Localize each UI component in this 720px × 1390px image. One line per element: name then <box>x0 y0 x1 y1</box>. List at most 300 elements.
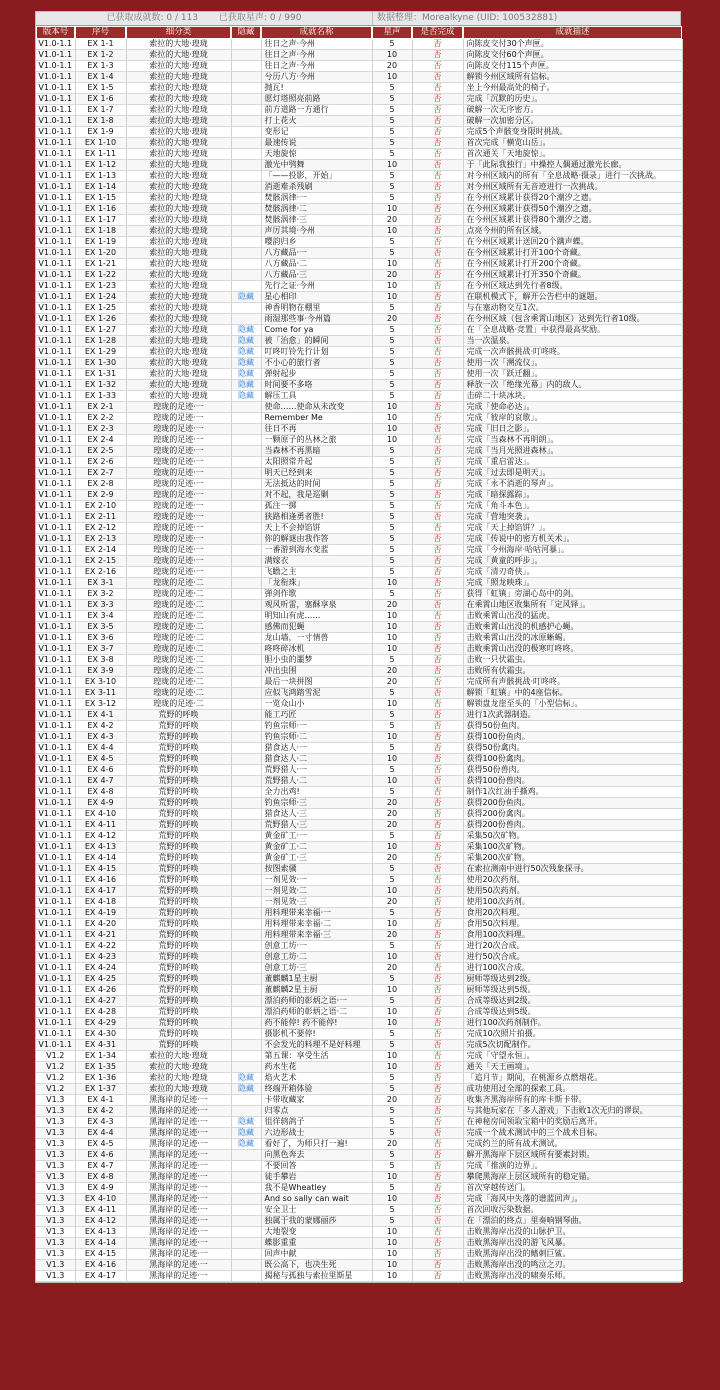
table-row[interactable] <box>36 1040 682 1051</box>
cell-name: 卡带收藏家 <box>261 1095 372 1106</box>
cell-completed[interactable]: 否 <box>412 1238 463 1249</box>
table-row[interactable] <box>36 39 682 50</box>
cell-completed[interactable]: 否 <box>412 600 463 611</box>
cell-stars: 5 <box>372 765 412 776</box>
cell-completed[interactable]: 否 <box>412 567 463 578</box>
table-row[interactable] <box>36 842 682 853</box>
cell-completed[interactable]: 否 <box>412 1172 463 1183</box>
table-row[interactable] <box>36 424 682 435</box>
table-row[interactable] <box>36 83 682 94</box>
column-header-name[interactable]: 成就名称 <box>261 26 372 39</box>
cell-completed[interactable]: 否 <box>412 358 463 369</box>
table-row[interactable] <box>36 50 682 61</box>
table-row[interactable] <box>36 259 682 270</box>
cell-version: V1.3 <box>36 1150 75 1161</box>
cell-category: 瑝珑的足迹·一 <box>126 523 231 534</box>
table-row[interactable] <box>36 1172 682 1183</box>
cell-version: V1.0-1.1 <box>36 853 75 864</box>
table-row[interactable] <box>36 556 682 567</box>
table-row[interactable] <box>36 105 682 116</box>
cell-completed[interactable]: 否 <box>412 919 463 930</box>
column-header-completed[interactable]: 是否完成 <box>412 26 463 39</box>
cell-version: V1.0-1.1 <box>36 589 75 600</box>
cell-completed[interactable]: 否 <box>412 523 463 534</box>
table-row[interactable] <box>36 160 682 171</box>
cell-completed[interactable]: 否 <box>412 1205 463 1216</box>
cell-completed[interactable]: 否 <box>412 490 463 501</box>
cell-completed[interactable]: 否 <box>412 83 463 94</box>
table-row[interactable] <box>36 248 682 259</box>
cell-completed[interactable]: 否 <box>412 1139 463 1150</box>
column-header-index[interactable]: 序号 <box>75 26 126 39</box>
cell-completed[interactable]: 否 <box>412 666 463 677</box>
table-row[interactable] <box>36 908 682 919</box>
table-row[interactable] <box>36 215 682 226</box>
cell-completed[interactable]: 否 <box>412 1227 463 1238</box>
cell-hidden: 隐藏 <box>231 358 261 369</box>
cell-completed[interactable]: 否 <box>412 1007 463 1018</box>
cell-completed[interactable]: 否 <box>412 776 463 787</box>
cell-completed[interactable]: 否 <box>412 270 463 281</box>
cell-completed[interactable]: 否 <box>412 732 463 743</box>
cell-completed[interactable]: 否 <box>412 215 463 226</box>
table-row[interactable] <box>36 391 682 402</box>
column-header-stars[interactable]: 星声 <box>372 26 412 39</box>
table-row[interactable] <box>36 1271 682 1282</box>
cell-index: EX 1-23 <box>75 281 126 292</box>
table-row[interactable] <box>36 193 682 204</box>
cell-completed[interactable]: 否 <box>412 864 463 875</box>
table-row[interactable] <box>36 545 682 556</box>
table-row[interactable] <box>36 446 682 457</box>
cell-name: 抛瓦! <box>261 83 372 94</box>
cell-completed[interactable]: 否 <box>412 754 463 765</box>
cell-completed[interactable]: 否 <box>412 897 463 908</box>
cell-completed[interactable]: 否 <box>412 138 463 149</box>
cell-completed[interactable]: 否 <box>412 1073 463 1084</box>
table-row[interactable] <box>36 369 682 380</box>
cell-category: 瑝珑的足迹·一 <box>126 468 231 479</box>
cell-completed[interactable]: 否 <box>412 1051 463 1062</box>
table-row[interactable] <box>36 435 682 446</box>
table-row[interactable] <box>36 1117 682 1128</box>
cell-completed[interactable]: 否 <box>412 1128 463 1139</box>
table-row[interactable] <box>36 710 682 721</box>
cell-stars: 10 <box>372 1062 412 1073</box>
cell-completed[interactable]: 否 <box>412 160 463 171</box>
cell-index: EX 4-13 <box>75 842 126 853</box>
cell-completed[interactable]: 否 <box>412 743 463 754</box>
cell-completed[interactable]: 否 <box>412 369 463 380</box>
cell-completed[interactable]: 否 <box>412 259 463 270</box>
table-row[interactable] <box>36 358 682 369</box>
table-row[interactable] <box>36 523 682 534</box>
cell-completed[interactable]: 否 <box>412 710 463 721</box>
cell-completed[interactable]: 否 <box>412 721 463 732</box>
cell-completed[interactable]: 否 <box>412 688 463 699</box>
table-row[interactable] <box>36 325 682 336</box>
table-row[interactable] <box>36 732 682 743</box>
table-row[interactable] <box>36 226 682 237</box>
cell-completed[interactable]: 否 <box>412 292 463 303</box>
cell-stars: 20 <box>372 677 412 688</box>
table-row[interactable] <box>36 413 682 424</box>
cell-completed[interactable]: 否 <box>412 611 463 622</box>
cell-completed[interactable]: 否 <box>412 1040 463 1051</box>
cell-completed[interactable]: 否 <box>412 1183 463 1194</box>
table-row[interactable] <box>36 589 682 600</box>
table-row[interactable] <box>36 864 682 875</box>
cell-description: 解锁今州区域所有信标。 <box>463 72 682 83</box>
table-row[interactable] <box>36 567 682 578</box>
cell-completed[interactable]: 否 <box>412 479 463 490</box>
table-row[interactable] <box>36 116 682 127</box>
cell-completed[interactable]: 否 <box>412 237 463 248</box>
cell-name: 创意工坊·一 <box>261 941 372 952</box>
cell-category: 索拉的大地·瑝珑 <box>126 325 231 336</box>
table-row[interactable] <box>36 1007 682 1018</box>
cell-completed[interactable]: 否 <box>412 578 463 589</box>
cell-index: EX 1-7 <box>75 105 126 116</box>
cell-completed[interactable]: 否 <box>412 545 463 556</box>
cell-completed[interactable]: 否 <box>412 512 463 523</box>
cell-completed[interactable]: 否 <box>412 468 463 479</box>
cell-completed[interactable]: 否 <box>412 644 463 655</box>
table-row[interactable] <box>36 974 682 985</box>
column-header-category[interactable]: 细分类 <box>126 26 231 39</box>
cell-completed[interactable]: 否 <box>412 1216 463 1227</box>
table-row[interactable] <box>36 688 682 699</box>
cell-completed[interactable]: 否 <box>412 50 463 61</box>
table-row[interactable] <box>36 347 682 358</box>
cell-category: 黑海岸的足迹·一 <box>126 1106 231 1117</box>
cell-completed[interactable]: 否 <box>412 556 463 567</box>
table-row[interactable] <box>36 798 682 809</box>
table-row[interactable] <box>36 479 682 490</box>
table-row[interactable] <box>36 897 682 908</box>
table-row[interactable] <box>36 941 682 952</box>
cell-completed[interactable]: 否 <box>412 424 463 435</box>
cell-completed[interactable]: 否 <box>412 1161 463 1172</box>
table-row[interactable] <box>36 1183 682 1194</box>
cell-stars: 10 <box>372 952 412 963</box>
cell-category: 荒野的呼唤 <box>126 1018 231 1029</box>
table-row[interactable] <box>36 127 682 138</box>
cell-name: 弹剑作歌 <box>261 589 372 600</box>
cell-name: 八方藏品·三 <box>261 270 372 281</box>
cell-index: EX 4-9 <box>75 798 126 809</box>
cell-completed[interactable]: 否 <box>412 380 463 391</box>
cell-stars: 10 <box>372 204 412 215</box>
cell-hidden <box>231 1227 261 1238</box>
table-row[interactable] <box>36 1238 682 1249</box>
table-row[interactable] <box>36 468 682 479</box>
cell-description: 完成5次切配制作。 <box>463 1040 682 1051</box>
table-row[interactable] <box>36 622 682 633</box>
table-row[interactable] <box>36 270 682 281</box>
cell-completed[interactable]: 否 <box>412 908 463 919</box>
cell-name: 能工巧匠 <box>261 710 372 721</box>
cell-completed[interactable]: 否 <box>412 303 463 314</box>
table-row[interactable] <box>36 633 682 644</box>
table-row[interactable] <box>36 765 682 776</box>
cell-stars: 5 <box>372 380 412 391</box>
table-row[interactable] <box>36 1150 682 1161</box>
cell-completed[interactable]: 否 <box>412 798 463 809</box>
table-row[interactable] <box>36 721 682 732</box>
cell-category: 索拉的大地·瑝珑 <box>126 171 231 182</box>
cell-completed[interactable]: 否 <box>412 39 463 50</box>
cell-completed[interactable]: 否 <box>412 1249 463 1260</box>
table-row[interactable] <box>36 963 682 974</box>
table-row[interactable] <box>36 1073 682 1084</box>
table-row[interactable] <box>36 1128 682 1139</box>
cell-completed[interactable]: 否 <box>412 1062 463 1073</box>
table-row[interactable] <box>36 380 682 391</box>
table-row[interactable] <box>36 787 682 798</box>
cell-completed[interactable]: 否 <box>412 204 463 215</box>
table-row[interactable] <box>36 1161 682 1172</box>
cell-category: 荒野的呼唤 <box>126 875 231 886</box>
table-row[interactable] <box>36 1095 682 1106</box>
table-row[interactable] <box>36 457 682 468</box>
table-row[interactable] <box>36 919 682 930</box>
table-row[interactable] <box>36 820 682 831</box>
cell-completed[interactable]: 否 <box>412 886 463 897</box>
table-row[interactable] <box>36 776 682 787</box>
cell-completed[interactable]: 否 <box>412 1106 463 1117</box>
cell-completed[interactable]: 否 <box>412 105 463 116</box>
table-row[interactable] <box>36 655 682 666</box>
cell-completed[interactable]: 否 <box>412 787 463 798</box>
cell-stars: 5 <box>372 1084 412 1095</box>
cell-index: EX 4-4 <box>75 1128 126 1139</box>
cell-stars: 5 <box>372 534 412 545</box>
cell-completed[interactable]: 否 <box>412 94 463 105</box>
table-row[interactable] <box>36 292 682 303</box>
table-row[interactable] <box>36 1029 682 1040</box>
cell-completed[interactable]: 否 <box>412 655 463 666</box>
cell-name: 六边形战士 <box>261 1128 372 1139</box>
cell-category: 荒野的呼唤 <box>126 732 231 743</box>
cell-completed[interactable]: 否 <box>412 963 463 974</box>
cell-hidden <box>231 116 261 127</box>
cell-completed[interactable]: 否 <box>412 1018 463 1029</box>
cell-completed[interactable]: 否 <box>412 435 463 446</box>
table-row[interactable] <box>36 1018 682 1029</box>
cell-completed[interactable]: 否 <box>412 820 463 831</box>
cell-description: 完成「重启雷达」。 <box>463 457 682 468</box>
cell-completed[interactable]: 否 <box>412 930 463 941</box>
cell-completed[interactable]: 否 <box>412 182 463 193</box>
cell-completed[interactable]: 否 <box>412 248 463 259</box>
cell-completed[interactable]: 否 <box>412 622 463 633</box>
table-row[interactable] <box>36 314 682 325</box>
cell-completed[interactable]: 否 <box>412 941 463 952</box>
cell-name: 猎食达人·一 <box>261 743 372 754</box>
cell-completed[interactable]: 否 <box>412 1194 463 1205</box>
cell-completed[interactable]: 否 <box>412 127 463 138</box>
cell-completed[interactable]: 否 <box>412 1029 463 1040</box>
table-row[interactable] <box>36 985 682 996</box>
table-row[interactable] <box>36 1227 682 1238</box>
cell-version: V1.0-1.1 <box>36 908 75 919</box>
cell-completed[interactable]: 否 <box>412 446 463 457</box>
table-row[interactable] <box>36 809 682 820</box>
table-row[interactable] <box>36 1194 682 1205</box>
cell-completed[interactable]: 否 <box>412 633 463 644</box>
table-row[interactable] <box>36 754 682 765</box>
cell-completed[interactable]: 否 <box>412 314 463 325</box>
table-row[interactable] <box>36 281 682 292</box>
cell-completed[interactable]: 否 <box>412 677 463 688</box>
table-row[interactable] <box>36 875 682 886</box>
cell-description: 获得50份兽肉。 <box>463 765 682 776</box>
cell-category: 索拉的大地·瑝珑 <box>126 193 231 204</box>
cell-completed[interactable]: 否 <box>412 72 463 83</box>
table-row[interactable] <box>36 930 682 941</box>
cell-completed[interactable]: 否 <box>412 1095 463 1106</box>
table-row[interactable] <box>36 237 682 248</box>
cell-index: EX 4-8 <box>75 1172 126 1183</box>
cell-completed[interactable]: 否 <box>412 171 463 182</box>
cell-stars: 20 <box>372 600 412 611</box>
cell-completed[interactable]: 否 <box>412 1117 463 1128</box>
cell-completed[interactable]: 否 <box>412 534 463 545</box>
table-row[interactable] <box>36 1139 682 1150</box>
table-row[interactable] <box>36 831 682 842</box>
table-row[interactable] <box>36 501 682 512</box>
cell-completed[interactable]: 否 <box>412 765 463 776</box>
table-row[interactable] <box>36 611 682 622</box>
cell-completed[interactable]: 否 <box>412 1150 463 1161</box>
cell-completed[interactable]: 否 <box>412 699 463 710</box>
cell-version: V1.0-1.1 <box>36 50 75 61</box>
cell-hidden <box>231 446 261 457</box>
cell-completed[interactable]: 否 <box>412 116 463 127</box>
table-row[interactable] <box>36 1084 682 1095</box>
table-row[interactable] <box>36 303 682 314</box>
cell-completed[interactable]: 否 <box>412 226 463 237</box>
table-row[interactable] <box>36 204 682 215</box>
cell-completed[interactable]: 否 <box>412 501 463 512</box>
cell-completed[interactable]: 否 <box>412 347 463 358</box>
table-row[interactable] <box>36 644 682 655</box>
cell-category: 瑝珑的足迹·一 <box>126 446 231 457</box>
cell-completed[interactable]: 否 <box>412 809 463 820</box>
cell-completed[interactable]: 否 <box>412 996 463 1007</box>
cell-completed[interactable]: 否 <box>412 402 463 413</box>
table-row[interactable] <box>36 853 682 864</box>
cell-index: EX 4-16 <box>75 1260 126 1271</box>
cell-completed[interactable]: 否 <box>412 336 463 347</box>
cell-description: 释放一次「绝缘光幕」内的敌人。 <box>463 380 682 391</box>
cell-completed[interactable]: 否 <box>412 842 463 853</box>
cell-completed[interactable]: 否 <box>412 281 463 292</box>
table-row[interactable] <box>36 996 682 1007</box>
table-row[interactable] <box>36 1051 682 1062</box>
cell-completed[interactable]: 否 <box>412 589 463 600</box>
cell-completed[interactable]: 否 <box>412 457 463 468</box>
cell-name: 一剂见效·三 <box>261 897 372 908</box>
cell-name: 徒手攀岩 <box>261 1172 372 1183</box>
table-row[interactable] <box>36 952 682 963</box>
cell-completed[interactable]: 否 <box>412 853 463 864</box>
cell-stars: 5 <box>372 1216 412 1227</box>
table-row[interactable] <box>36 61 682 72</box>
column-header-hidden[interactable]: 隐藏 <box>231 26 261 39</box>
table-row[interactable] <box>36 578 682 589</box>
cell-completed[interactable]: 否 <box>412 952 463 963</box>
cell-description: 获得100份鱼肉。 <box>463 732 682 743</box>
cell-version: V1.0-1.1 <box>36 622 75 633</box>
table-row[interactable] <box>36 699 682 710</box>
cell-completed[interactable]: 否 <box>412 974 463 985</box>
table-row[interactable] <box>36 94 682 105</box>
cell-stars: 5 <box>372 1150 412 1161</box>
cell-completed[interactable]: 否 <box>412 985 463 996</box>
cell-index: EX 4-13 <box>75 1227 126 1238</box>
table-row[interactable] <box>36 743 682 754</box>
cell-completed[interactable]: 否 <box>412 413 463 424</box>
table-row[interactable] <box>36 1205 682 1216</box>
table-row[interactable] <box>36 72 682 83</box>
cell-category: 荒野的呼唤 <box>126 897 231 908</box>
cell-version: V1.0-1.1 <box>36 248 75 259</box>
table-row[interactable] <box>36 666 682 677</box>
cell-name: 猎食达人·二 <box>261 754 372 765</box>
cell-description: 使用一次「跃迁翻」。 <box>463 369 682 380</box>
cell-completed[interactable]: 否 <box>412 149 463 160</box>
table-row[interactable] <box>36 600 682 611</box>
cell-hidden <box>231 1051 261 1062</box>
table-row[interactable] <box>36 677 682 688</box>
cell-completed[interactable]: 否 <box>412 61 463 72</box>
cell-completed[interactable]: 否 <box>412 1271 463 1282</box>
cell-completed[interactable]: 否 <box>412 1260 463 1271</box>
column-header-version[interactable]: 版本号 <box>36 26 75 39</box>
table-row[interactable] <box>36 490 682 501</box>
table-row[interactable] <box>36 1216 682 1227</box>
cell-stars: 5 <box>372 655 412 666</box>
table-row[interactable] <box>36 1260 682 1271</box>
table-row[interactable] <box>36 1106 682 1117</box>
table-row[interactable] <box>36 138 682 149</box>
cell-name: 时间要不多咯 <box>261 380 372 391</box>
cell-completed[interactable]: 否 <box>412 193 463 204</box>
table-row[interactable] <box>36 149 682 160</box>
cell-completed[interactable]: 否 <box>412 875 463 886</box>
column-header-description[interactable]: 成就描述 <box>463 26 682 39</box>
cell-completed[interactable]: 否 <box>412 1084 463 1095</box>
table-row[interactable] <box>36 1062 682 1073</box>
table-row[interactable] <box>36 171 682 182</box>
cell-completed[interactable]: 否 <box>412 391 463 402</box>
table-row[interactable] <box>36 182 682 193</box>
cell-category: 索拉的大地·瑝珑 <box>126 160 231 171</box>
cell-completed[interactable]: 否 <box>412 831 463 842</box>
table-row[interactable] <box>36 534 682 545</box>
cell-hidden <box>231 545 261 556</box>
cell-index: EX 1-28 <box>75 336 126 347</box>
table-row[interactable] <box>36 336 682 347</box>
table-row[interactable] <box>36 886 682 897</box>
cell-version: V1.3 <box>36 1117 75 1128</box>
table-row[interactable] <box>36 512 682 523</box>
table-row[interactable] <box>36 402 682 413</box>
table-row[interactable] <box>36 1249 682 1260</box>
cell-completed[interactable]: 否 <box>412 325 463 336</box>
